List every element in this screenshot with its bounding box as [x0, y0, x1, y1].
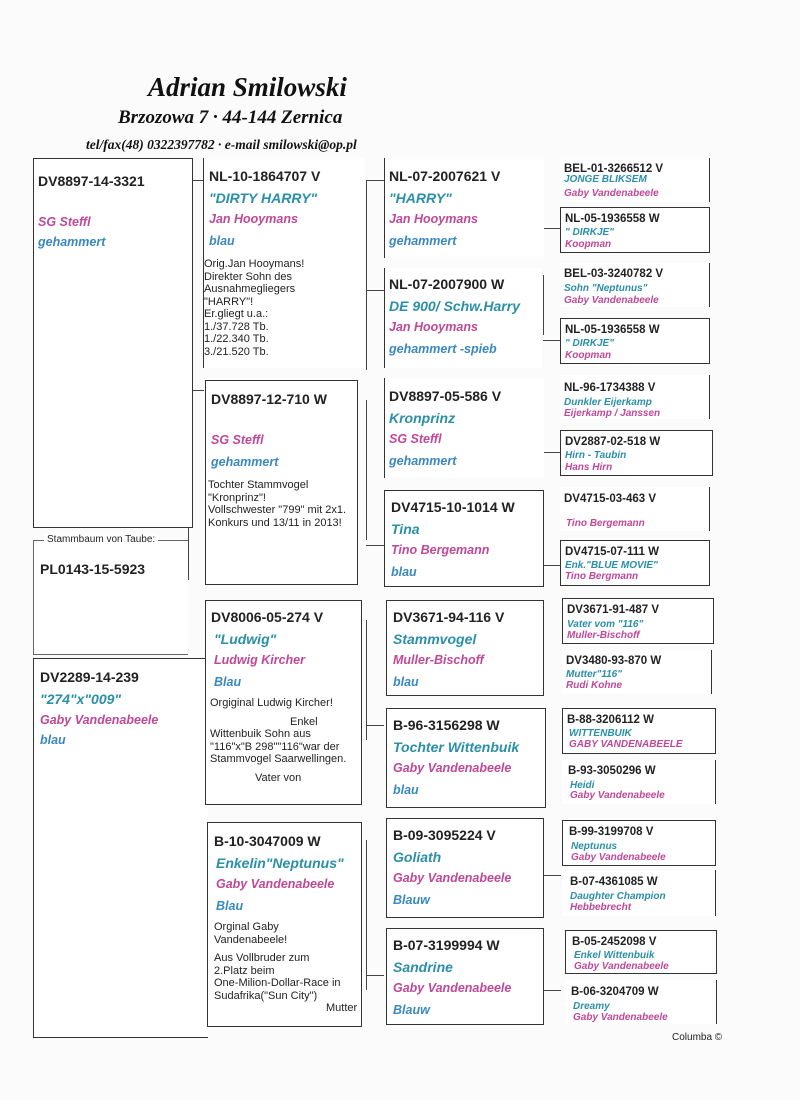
breeder-address: Brzozowa 7 · 44-144 Zernica: [118, 107, 343, 128]
gen3-ring: B-96-3156298 W: [393, 717, 500, 733]
gen4-ring: B-06-3204709 W: [571, 986, 659, 998]
gen4-ring: DV2887-02-518 W: [565, 436, 661, 448]
footer-credit: Columba ©: [672, 1032, 723, 1043]
gen4-name: " DIRKJE": [565, 338, 614, 349]
gen3-owner: Muller-Bischoff: [393, 653, 484, 667]
gen2-fm-ring: DV8897-12-710 W: [211, 391, 327, 407]
gen4-name: Dunkler Eijerkamp: [564, 397, 652, 408]
gen3-color: gehammert: [389, 454, 457, 468]
gen3-color: blau: [393, 783, 419, 797]
gen3-color: Blauw: [393, 1003, 430, 1017]
gen3-card-4: [386, 600, 544, 696]
gen3-owner: Tino Bergemann: [391, 543, 490, 557]
gen4-ring: NL-05-1936558 W: [565, 213, 660, 225]
gen3-card-0: [384, 158, 544, 258]
gen3-name: Goliath: [393, 849, 442, 865]
gen4-card-3: [560, 318, 710, 364]
gen2-fm-color: gehammert: [211, 455, 279, 469]
subject-ring: PL0143-15-5923: [40, 561, 146, 577]
gen4-name: Enk."BLUE MOVIE": [565, 560, 658, 571]
father-color: gehammert: [38, 235, 106, 249]
gen4-name: Heidi: [570, 780, 595, 791]
gen2-mf-notes: Orgiginal Ludwig Kircher! Enkel Wittenbuik Sohn aus "116"x"B 298""116"war der Stammvogel Saarwellingen. Vater von: [210, 697, 347, 784]
breeder-contact: tel/fax(48) 0322397782 · e-mail smilowski@op.pl: [86, 137, 357, 152]
gen4-name: Sohn "Neptunus": [564, 283, 648, 294]
gen2-mm-color: Blau: [216, 899, 244, 913]
gen3-card-7: [386, 928, 544, 1025]
gen4-ring: DV4715-03-463 V: [564, 493, 657, 505]
gen3-ring: B-07-3199994 W: [393, 937, 500, 953]
gen2-ff-name: "DIRTY HARRY": [209, 190, 318, 206]
gen3-card-1: [384, 268, 542, 368]
gen4-card-1: [560, 207, 710, 253]
gen4-card-2: [560, 263, 710, 307]
gen4-ring: BEL-03-3240782 V: [564, 268, 664, 280]
gen3-card-3: [384, 490, 544, 587]
gen3-name: Sandrine: [393, 959, 453, 975]
gen3-name: Tina: [391, 521, 420, 537]
gen4-name: Dreamy: [573, 1001, 610, 1012]
gen2-fm-notes: Tochter Stammvogel "Kronprinz"! Vollschwester "799" mit 2x1. Konkurs und 13/11 in 2013!: [208, 479, 347, 529]
subject-label: Stammbaum von Taube:: [44, 534, 158, 545]
subject-card: [33, 534, 188, 655]
gen2-mf-owner: Ludwig Kircher: [214, 653, 305, 667]
gen4-ring: DV4715-07-111 W: [565, 546, 659, 558]
gen4-owner: GABY VANDENABEELE: [569, 739, 683, 750]
gen4-card-0: [560, 158, 710, 202]
gen4-name: Neptunus: [571, 841, 618, 852]
gen4-owner: Hebbebrecht: [570, 902, 632, 913]
gen3-color: Blauw: [393, 893, 430, 907]
gen4-card-5: [560, 430, 713, 476]
gen3-card-2: [384, 378, 544, 478]
gen4-ring: DV3480-93-870 W: [566, 655, 662, 667]
gen4-card-6: [560, 487, 710, 531]
gen3-card-6: [386, 818, 544, 918]
gen2-mm-owner: Gaby Vandenabeele: [216, 877, 335, 891]
gen4-card-7: [560, 540, 710, 586]
gen4-card-9: [562, 650, 712, 694]
gen3-name: DE 900/ Schw.Harry: [389, 298, 520, 314]
gen4-owner: Muller-Bischoff: [567, 630, 640, 641]
gen2-mf-name: "Ludwig": [214, 631, 277, 647]
gen4-ring: B-99-3199708 V: [569, 826, 654, 838]
gen4-owner: Tino Bergemann: [566, 518, 645, 529]
gen2-mf-card: [205, 600, 362, 805]
gen2-ff-card: [203, 158, 365, 368]
gen4-name: Vater vom "116": [567, 619, 644, 630]
father-owner: SG Steffl: [38, 215, 91, 229]
gen4-ring: DV3671-91-487 V: [567, 604, 660, 616]
gen3-owner: Gaby Vandenabeele: [393, 981, 512, 995]
gen4-card-14: [565, 930, 717, 974]
gen3-name: Kronprinz: [389, 410, 456, 426]
gen3-ring: DV8897-05-586 V: [389, 388, 502, 404]
gen4-owner: Gaby Vandenabeele: [574, 961, 669, 972]
gen4-name: Mutter"116": [566, 669, 622, 680]
mother-name: "274"x"009": [40, 691, 122, 707]
gen2-mm-ring: B-10-3047009 W: [214, 833, 321, 849]
gen3-ring: DV4715-10-1014 W: [391, 499, 515, 515]
gen4-owner: Hans Hirn: [565, 462, 613, 473]
gen3-name: Stammvogel: [393, 631, 477, 647]
gen4-name: WITTENBUIK: [569, 728, 632, 739]
gen2-mm-notes: Orginal Gaby Vandenabeele! Aus Vollbruder zum 2.Platz beim One-Milion-Dollar-Race in Sudafrika("Sun City") Mutter: [214, 921, 358, 1014]
gen3-ring: B-09-3095224 V: [393, 827, 496, 843]
mother-ring: DV2289-14-239: [40, 669, 139, 685]
gen3-owner: Gaby Vandenabeele: [393, 871, 512, 885]
breeder-name: Adrian Smilowski: [148, 72, 347, 102]
gen3-color: blau: [391, 565, 417, 579]
gen2-fm-owner: SG Steffl: [211, 433, 264, 447]
gen3-owner: SG Steffl: [389, 432, 442, 446]
gen4-owner: Gaby Vandenabeele: [573, 1012, 668, 1023]
gen4-name: Daughter Champion: [570, 891, 666, 902]
gen4-ring: B-93-3050296 W: [568, 765, 656, 777]
gen4-name: Hirn - Taubin: [565, 450, 627, 461]
gen4-ring: B-05-2452098 V: [572, 936, 657, 948]
gen4-card-13: [562, 870, 716, 916]
gen2-mm-name: Enkelin"Neptunus": [216, 855, 344, 871]
gen3-ring: DV3671-94-116 V: [393, 609, 505, 625]
gen2-ff-notes: Orig.Jan Hooymans! Direkter Sohn des Ausnahmegliegers "HARRY"! Er.gliegt u.a.: 1./37.728 Tb. 1./22.340 Tb. 3./21.520 Tb.: [204, 258, 305, 358]
gen4-owner: Gaby Vandenabeele: [564, 188, 659, 199]
gen3-color: blau: [393, 675, 419, 689]
gen4-card-4: [560, 375, 710, 419]
gen4-card-11: [562, 760, 716, 804]
gen2-ff-color: blau: [209, 234, 235, 248]
gen4-card-10: [562, 708, 716, 754]
gen3-owner: Gaby Vandenabeele: [393, 761, 512, 775]
gen4-name: Enkel Wittenbuik: [574, 950, 655, 961]
gen2-ff-ring: NL-10-1864707 V: [209, 168, 321, 184]
gen3-ring: NL-07-2007900 W: [389, 276, 505, 292]
gen2-mm-card: [207, 822, 362, 1027]
gen4-owner: Koopman: [565, 350, 612, 361]
gen4-name: JONGE BLIKSEM: [564, 174, 647, 185]
gen2-mf-ring: DV8006-05-274 V: [211, 609, 324, 625]
gen4-card-15: [565, 980, 717, 1024]
gen4-name: " DIRKJE": [565, 227, 614, 238]
gen4-card-12: [562, 820, 716, 866]
gen3-ring: NL-07-2007621 V: [389, 168, 501, 184]
gen3-owner: Jan Hooymans: [389, 212, 478, 226]
gen4-ring: BEL-01-3266512 V: [564, 163, 664, 175]
gen3-name: Tochter Wittenbuik: [393, 739, 520, 755]
gen4-ring: NL-05-1936558 W: [565, 324, 660, 336]
gen2-mf-color: Blau: [214, 675, 242, 689]
gen4-owner: Rudi Kohne: [566, 680, 623, 691]
gen4-ring: NL-96-1734388 V: [564, 382, 656, 394]
father-ring: DV8897-14-3321: [38, 173, 145, 189]
mother-owner: Gaby Vandenabeele: [40, 713, 159, 727]
gen3-color: gehammert: [389, 234, 457, 248]
gen3-card-5: [386, 708, 546, 808]
gen4-card-8: [562, 598, 714, 644]
gen3-name: "HARRY": [389, 190, 452, 206]
gen2-fm-card: [205, 380, 358, 585]
gen4-owner: Eijerkamp / Janssen: [564, 408, 661, 419]
gen4-ring: B-07-4361085 W: [570, 876, 658, 888]
gen4-owner: Koopman: [565, 239, 612, 250]
gen4-owner: Tino Bergmann: [565, 571, 639, 582]
gen3-owner: Jan Hooymans: [389, 320, 478, 334]
gen4-owner: Gaby Vandenabeele: [564, 295, 659, 306]
mother-color: blau: [40, 733, 66, 747]
gen2-ff-owner: Jan Hooymans: [209, 212, 298, 226]
gen4-owner: Gaby Vandenabeele: [571, 852, 666, 863]
gen4-ring: B-88-3206112 W: [567, 714, 654, 726]
father-card: [33, 158, 193, 528]
gen4-owner: Gaby Vandenabeele: [570, 790, 665, 801]
mother-card: [33, 658, 208, 1038]
gen3-color: gehammert -spieb: [389, 342, 497, 356]
